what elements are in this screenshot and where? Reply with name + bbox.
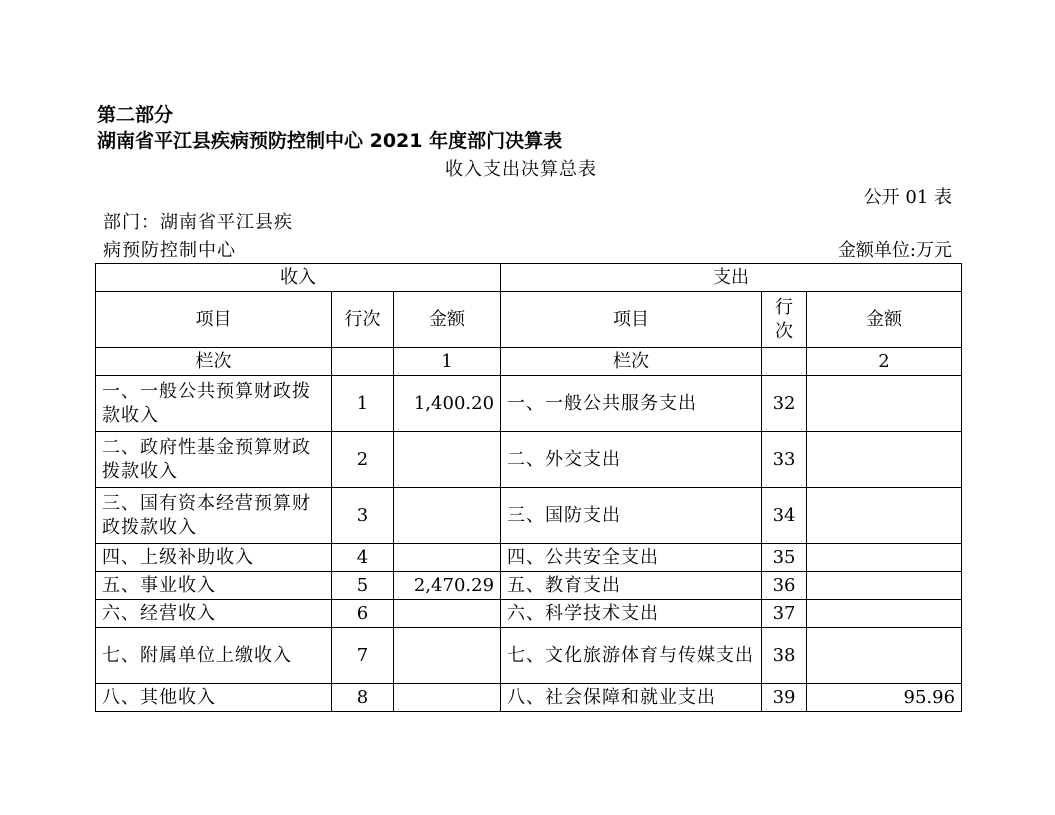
expense-amount: 95.96: [807, 684, 962, 712]
expense-item-header: 项目: [501, 292, 762, 348]
column-header-row: [96, 292, 962, 348]
expense-amount: [807, 628, 962, 684]
table-row: [96, 544, 962, 572]
income-amount: [394, 600, 501, 628]
income-line: 4: [332, 544, 394, 572]
income-item: 八、其他收入: [96, 684, 332, 712]
expense-amount: [807, 572, 962, 600]
amount-unit: 金额单位:万元: [837, 240, 952, 261]
expense-item: 二、外交支出: [501, 432, 762, 488]
income-amount: [394, 684, 501, 712]
income-amount: [394, 488, 501, 544]
income-line: 3: [332, 488, 394, 544]
income-item: 三、国有资本经营预算财政拨款收入: [96, 488, 332, 544]
expense-amount: [807, 600, 962, 628]
expense-line: 37: [762, 600, 807, 628]
expense-index-number: 2: [807, 348, 962, 376]
income-line-header: 行次: [332, 292, 394, 348]
income-line: 1: [332, 376, 394, 432]
income-item-header: 项目: [96, 292, 332, 348]
income-index-label: 栏次: [96, 348, 332, 376]
expense-line: 34: [762, 488, 807, 544]
expense-line: 36: [762, 572, 807, 600]
income-amount: [394, 544, 501, 572]
expense-line: 33: [762, 432, 807, 488]
part-label: 第二部分: [97, 104, 174, 126]
income-line: 8: [332, 684, 394, 712]
table-row: [96, 572, 962, 600]
income-amount: [394, 432, 501, 488]
income-header: 收入: [96, 264, 501, 292]
expense-item: 六、科学技术支出: [501, 600, 762, 628]
table-row: [96, 488, 962, 544]
income-line: 2: [332, 432, 394, 488]
income-amount: 2,470.29: [394, 572, 501, 600]
income-line: 7: [332, 628, 394, 684]
expense-item: 五、教育支出: [501, 572, 762, 600]
table-number: 公开 01 表: [863, 187, 952, 208]
income-line: 6: [332, 600, 394, 628]
income-amount: 1,400.20: [394, 376, 501, 432]
table-row: [96, 376, 962, 432]
income-item: 四、上级补助收入: [96, 544, 332, 572]
income-item: 一、一般公共预算财政拨款收入: [96, 376, 332, 432]
expense-line: 32: [762, 376, 807, 432]
expense-item: 一、一般公共服务支出: [501, 376, 762, 432]
expense-item: 七、文化旅游体育与传媒支出: [501, 628, 762, 684]
expense-item: 八、社会保障和就业支出: [501, 684, 762, 712]
table-subtitle: 收入支出决算总表: [445, 159, 597, 180]
income-amount-header: 金额: [394, 292, 501, 348]
income-item: 六、经营收入: [96, 600, 332, 628]
income-item: 二、政府性基金预算财政拨款收入: [96, 432, 332, 488]
expense-index-line-empty: [762, 348, 807, 376]
expense-index-label: 栏次: [501, 348, 762, 376]
expense-amount: [807, 544, 962, 572]
department-line-2: 病预防控制中心: [103, 240, 236, 261]
table-row: [96, 432, 962, 488]
table-row: [96, 628, 962, 684]
expense-amount: [807, 432, 962, 488]
section-header-row: [96, 264, 962, 292]
page-title: 湖南省平江县疾病预防控制中心 2021 年度部门决算表: [97, 130, 563, 152]
expense-line: 39: [762, 684, 807, 712]
income-item: 五、事业收入: [96, 572, 332, 600]
income-index-number: 1: [394, 348, 501, 376]
expense-amount-header: 金额: [807, 292, 962, 348]
expense-line: 38: [762, 628, 807, 684]
index-row: [96, 348, 962, 376]
income-amount: [394, 628, 501, 684]
expense-amount: [807, 376, 962, 432]
table-row: [96, 600, 962, 628]
expense-line-header: 行次: [762, 292, 807, 348]
expense-header: 支出: [501, 264, 962, 292]
department-line-1: 部门：湖南省平江县疾: [103, 212, 293, 233]
expense-amount: [807, 488, 962, 544]
income-index-line-empty: [332, 348, 394, 376]
table-row: [96, 684, 962, 712]
income-item: 七、附属单位上缴收入: [96, 628, 332, 684]
expense-item: 四、公共安全支出: [501, 544, 762, 572]
expense-item: 三、国防支出: [501, 488, 762, 544]
expense-line: 35: [762, 544, 807, 572]
budget-summary-table: [95, 263, 962, 712]
income-line: 5: [332, 572, 394, 600]
